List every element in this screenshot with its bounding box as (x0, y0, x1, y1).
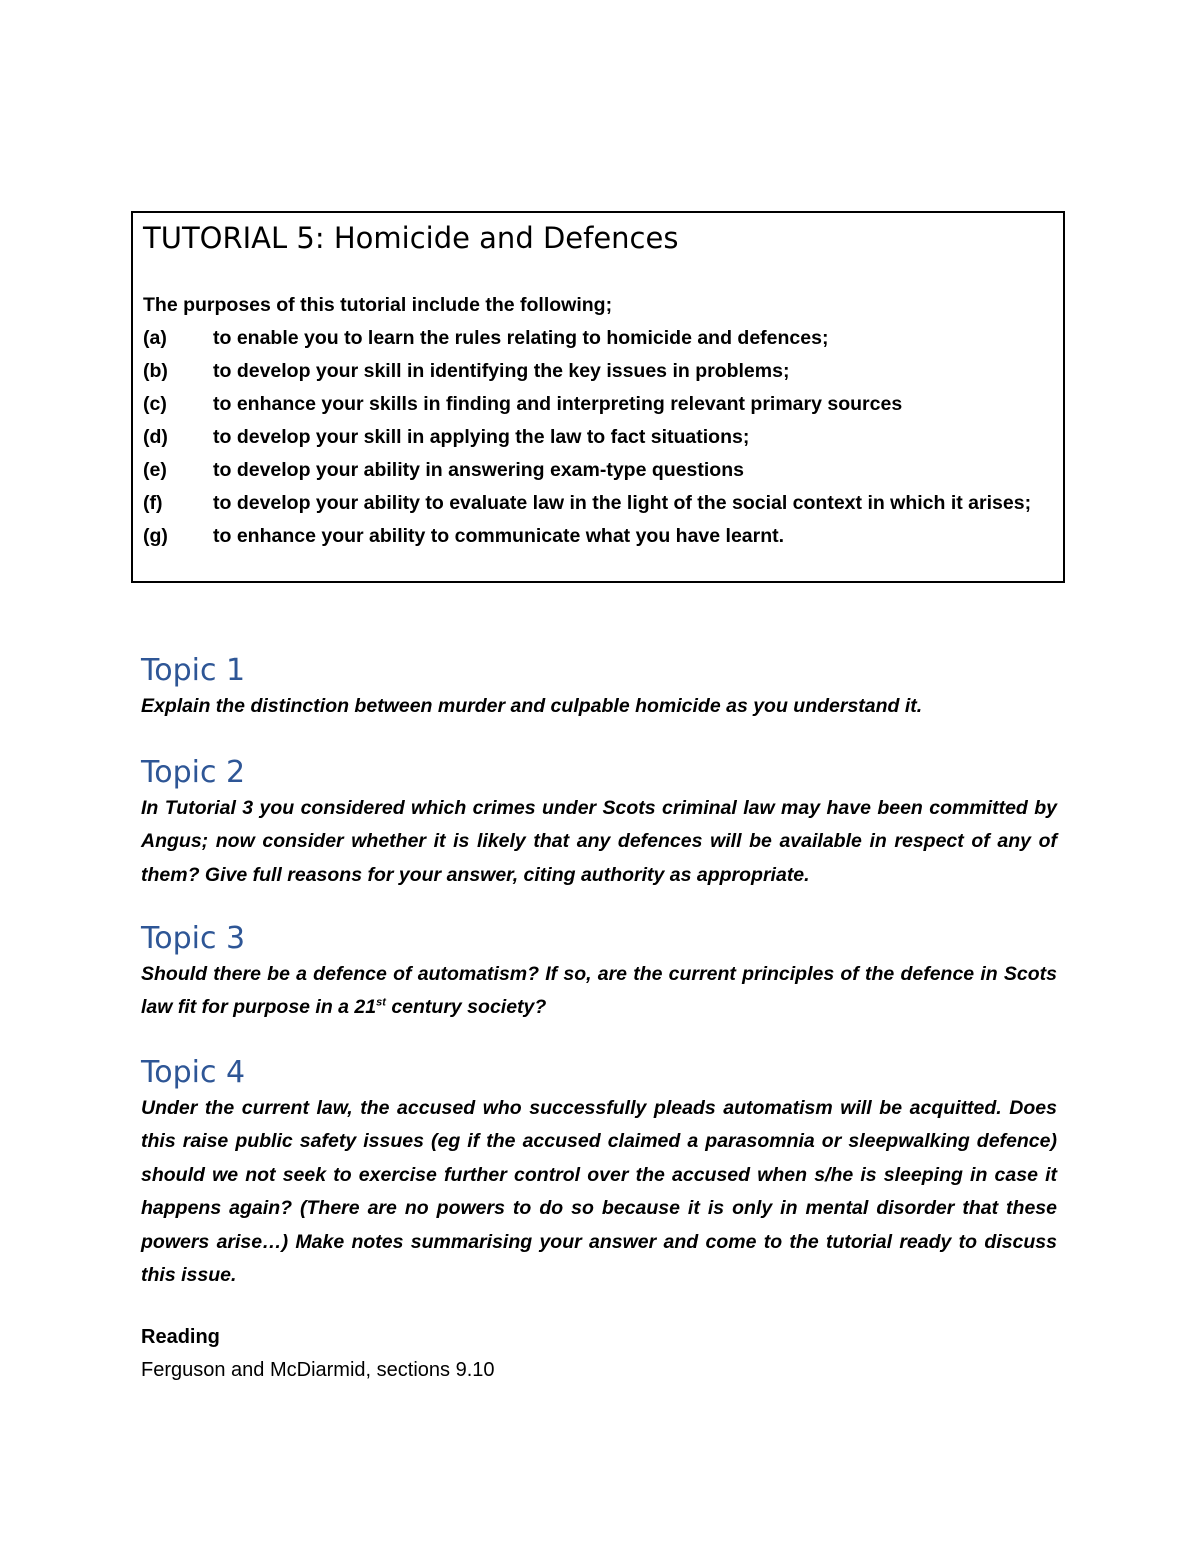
topic-question-part: Should there be a defence of automatism? If so, are the current principles of the defence in Scots law fit for purpose in a 21 (141, 963, 1057, 1019)
purpose-text: to develop your skill in identifying the key issues in problems; (213, 360, 790, 382)
purpose-text: to develop your ability in answering exam-type questions (213, 459, 744, 481)
purpose-item-d (143, 421, 1053, 454)
topic-heading: Topic 1 (141, 653, 246, 688)
purpose-text: to develop your ability to evaluate law in the light of the social context in which it arises; (213, 492, 1032, 514)
purpose-text: to develop your skill in applying the law to fact situations; (213, 426, 750, 448)
tutorial-purposes-box (131, 211, 1065, 583)
purpose-letter: (c) (143, 393, 167, 415)
purpose-item-g (143, 520, 1053, 553)
reading-section (141, 1321, 1057, 1387)
topic-heading: Topic 2 (141, 755, 246, 790)
topic-3 (141, 920, 1057, 1025)
purpose-letter: (f) (143, 492, 163, 514)
tutorial-title: TUTORIAL 5: Homicide and Defences (143, 221, 679, 255)
purpose-text: to enhance your ability to communicate what you have learnt. (213, 525, 785, 547)
purpose-letter: (d) (143, 426, 168, 448)
topic-question (141, 958, 1057, 1025)
topic-question: Under the current law, the accused who successfully pleads automatism will be acquitted. Does this raise public safety issues (eg if the accused claimed a parasomnia or sleepwalking defence) should we not seek to exercise further control over the accused when s/he is sleeping in case it happens again? (There are no powers to do so because it is only in mental disorder that these powers arise…) Make notes summarising your answer and come to the tutorial ready to discuss this issue. (141, 1097, 1057, 1287)
purpose-letter: (e) (143, 459, 167, 481)
purpose-item-a (143, 322, 1053, 355)
purpose-item-b (143, 355, 1053, 388)
ordinal-suffix: st (376, 996, 386, 1009)
topic-1 (141, 652, 1057, 723)
purpose-letter: (b) (143, 360, 168, 382)
reading-reference: Ferguson and McDiarmid, sections 9.10 (141, 1359, 495, 1381)
topic-2 (141, 754, 1057, 892)
topic-4 (141, 1054, 1057, 1292)
purposes-intro: The purposes of this tutorial include the following; (143, 294, 613, 316)
purpose-text: to enable you to learn the rules relating to homicide and defences; (213, 327, 829, 349)
purpose-item-f (143, 487, 1053, 520)
topic-heading: Topic 4 (141, 1055, 246, 1090)
topic-heading: Topic 3 (141, 921, 246, 956)
purpose-letter: (a) (143, 327, 167, 349)
topic-question: In Tutorial 3 you considered which crimes under Scots criminal law may have been committed by Angus; now consider whether it is likely that any defences will be available in respect of any of them? Give full reasons for your answer, citing authority as appropriate. (141, 797, 1057, 886)
purpose-item-c (143, 388, 1053, 421)
purpose-letter: (g) (143, 525, 168, 547)
topic-question-part: century society? (385, 996, 547, 1019)
purpose-item-e (143, 454, 1053, 487)
topic-question: Explain the distinction between murder and culpable homicide as you understand it. (141, 695, 923, 717)
purpose-text: to enhance your skills in finding and interpreting relevant primary sources (213, 393, 903, 415)
reading-heading: Reading (141, 1326, 220, 1348)
